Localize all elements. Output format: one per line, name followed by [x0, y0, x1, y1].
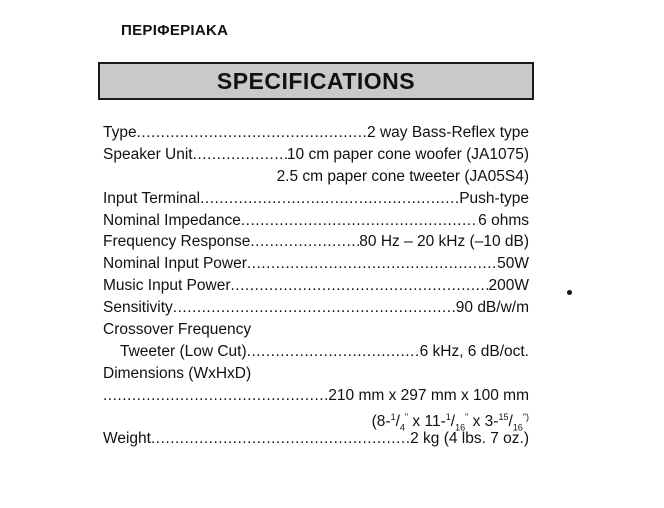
inch-mark: ")	[522, 411, 529, 422]
spec-row-speaker-unit-cont	[103, 166, 529, 188]
spec-value: 90 dB/w/m	[455, 299, 529, 317]
leader-dots	[200, 188, 459, 210]
spec-row-speaker-unit	[103, 144, 529, 166]
leader-dots	[241, 210, 478, 232]
leader-dots	[193, 144, 287, 166]
spec-value: 2 kg (4 lbs. 7 oz.)	[410, 430, 529, 448]
spec-row-weight	[103, 428, 529, 450]
spec-label: Music Input Power	[103, 277, 231, 295]
spec-label: Tweeter (Low Cut)	[120, 342, 247, 360]
specifications-banner	[98, 62, 534, 100]
spec-row-music-input-power	[103, 275, 529, 297]
spec-value: 6 kHz, 6 dB/oct.	[419, 342, 529, 360]
inch-mark: "	[404, 411, 409, 422]
spec-value: 2 way Bass-Reflex type	[367, 124, 529, 141]
leader-dots	[231, 275, 489, 297]
text-part: x 3-	[468, 412, 499, 430]
spec-row-dimensions-metric	[103, 385, 529, 407]
spec-value: 50W	[497, 255, 529, 273]
inch-mark: "	[465, 411, 469, 422]
bullet-dot	[567, 290, 572, 295]
fraction-numerator: 1	[390, 411, 396, 422]
spec-label: Frequency Response	[103, 233, 251, 251]
spec-row-tweeter-low-cut	[103, 341, 529, 363]
spec-row-input-terminal	[103, 188, 529, 210]
spec-value: Push-type	[459, 189, 529, 207]
spec-label: Speaker Unit	[103, 145, 193, 163]
spec-label: Crossover Frequency	[103, 321, 252, 339]
fraction-slash: /	[508, 412, 513, 430]
spec-row-frequency-response	[103, 231, 529, 253]
fraction-numerator: 15	[498, 411, 509, 422]
leader-dots	[151, 428, 410, 450]
spec-row-crossover-frequency	[103, 319, 529, 341]
text-part: (8-	[371, 412, 391, 430]
spec-row-nominal-impedance	[103, 210, 529, 232]
spec-value: 10 cm paper cone woofer (JA1075)	[286, 145, 529, 163]
spec-label: Nominal Impedance	[103, 211, 241, 229]
fraction-slash: /	[395, 412, 400, 430]
section-heading: ΠΕΡΙΦΕΡΙΑΚΑ	[121, 22, 229, 39]
spec-value: 210 mm x 297 mm x 100 mm	[328, 386, 529, 404]
leader-dots	[247, 253, 497, 275]
leader-dots	[247, 341, 420, 363]
spec-value: 200W	[488, 277, 529, 295]
fraction-slash: /	[450, 412, 456, 430]
leader-dots	[250, 231, 359, 253]
fraction-numerator: 1	[445, 411, 451, 422]
fraction-denominator: 16	[455, 421, 466, 432]
leader-dots	[103, 385, 328, 407]
spec-row-dimensions-imperial	[103, 407, 529, 432]
spec-label: Nominal Input Power	[103, 255, 247, 273]
spec-label: Type	[103, 124, 137, 141]
spec-value: 2.5 cm paper cone tweeter (JA05S4)	[276, 167, 529, 185]
spec-value: 80 Hz – 20 kHz (–10 dB)	[359, 233, 529, 251]
fraction-denominator: 16	[512, 421, 523, 432]
spec-label: Input Terminal	[103, 189, 201, 207]
fraction-denominator: 4	[399, 421, 405, 432]
specifications-list	[103, 122, 529, 450]
spec-label: Sensitivity	[103, 299, 173, 317]
leader-dots	[137, 122, 367, 144]
spec-row-type	[103, 122, 529, 144]
spec-row-dimensions	[103, 363, 529, 385]
spec-value: 6 ohms	[478, 211, 529, 229]
leader-dots	[173, 297, 456, 319]
spec-label: Weight	[103, 430, 151, 448]
spec-label: Dimensions (WxHxD)	[103, 364, 252, 382]
spec-row-nominal-input-power	[103, 253, 529, 275]
spec-row-sensitivity	[103, 297, 529, 319]
text-part: x 11-	[408, 412, 446, 430]
specifications-title: SPECIFICATIONS	[216, 67, 416, 94]
